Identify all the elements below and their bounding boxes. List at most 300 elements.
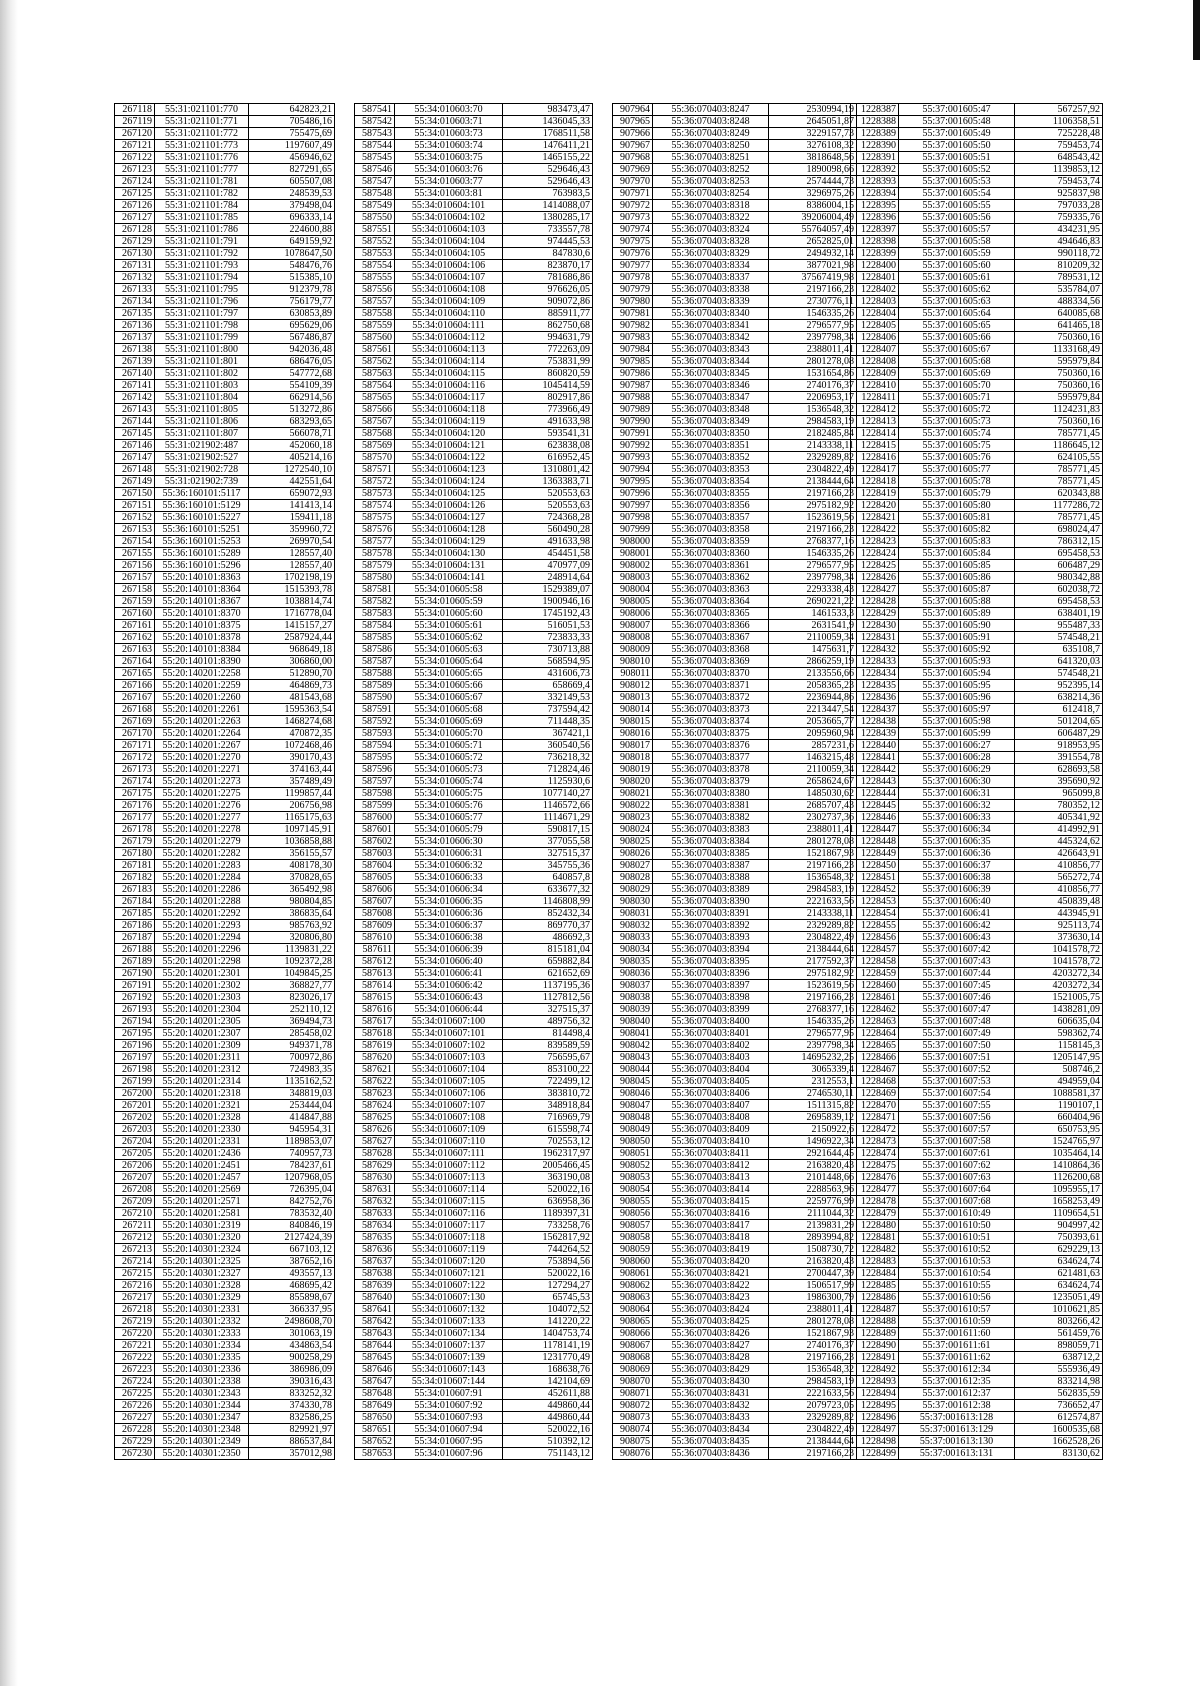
cadastral-value: 445324,62 [1015, 836, 1103, 848]
row-number: 1228461 [851, 992, 899, 1004]
row-number: 1228466 [851, 1052, 899, 1064]
cadastral-number: 55:36:070403:8368 [653, 644, 769, 656]
cadastral-value: 561459,76 [1015, 1328, 1103, 1340]
table-row [355, 176, 593, 188]
cadastral-value: 452611,88 [503, 1388, 593, 1400]
cadastral-number: 55:36:070403:8413 [653, 1172, 769, 1184]
cadastral-number: 55:20:140101:8364 [155, 584, 249, 596]
row-number: 908008 [613, 632, 653, 644]
cadastral-number: 55:34:010607:116 [395, 1208, 503, 1220]
cadastral-value: 426643,91 [1015, 848, 1103, 860]
cadastral-value: 2658624,67 [769, 776, 857, 788]
cadastral-number: 55:34:010605:70 [395, 728, 503, 740]
cadastral-number: 55:34:010606:36 [395, 908, 503, 920]
row-number: 587570 [355, 452, 395, 464]
cadastral-value: 621652,69 [503, 968, 593, 980]
cadastral-number: 55:36:070403:8425 [653, 1316, 769, 1328]
table-row [613, 104, 857, 116]
cadastral-value: 786312,15 [1015, 536, 1103, 548]
row-number: 1228486 [851, 1292, 899, 1304]
table-row [613, 1340, 857, 1352]
table-row [115, 824, 335, 836]
row-number: 587575 [355, 512, 395, 524]
cadastral-number: 55:37:001606:37 [899, 860, 1015, 872]
row-number: 267201 [115, 1100, 155, 1112]
row-number: 1228495 [851, 1400, 899, 1412]
row-number: 587648 [355, 1388, 395, 1400]
table-row [613, 968, 857, 980]
cadastral-value: 410856,77 [1015, 860, 1103, 872]
cadastral-number: 55:20:140101:8363 [155, 572, 249, 584]
cadastral-value: 1135162,52 [249, 1076, 335, 1088]
row-number: 267158 [115, 584, 155, 596]
cadastral-number: 55:34:010606:32 [395, 860, 503, 872]
row-number: 908024 [613, 824, 653, 836]
row-number: 587642 [355, 1316, 395, 1328]
table-row [851, 404, 1103, 416]
cadastral-number: 55:34:010607:114 [395, 1184, 503, 1196]
cadastral-value: 494959,04 [1015, 1076, 1103, 1088]
cadastral-value: 636958,36 [503, 1196, 593, 1208]
row-number: 907983 [613, 332, 653, 344]
cadastral-value: 2530994,19 [769, 104, 857, 116]
row-number: 587582 [355, 596, 395, 608]
row-number: 1228395 [851, 200, 899, 212]
cadastral-value: 1139853,12 [1015, 164, 1103, 176]
cadastral-value: 2796577,95 [769, 320, 857, 332]
row-number: 587632 [355, 1196, 395, 1208]
row-number: 267181 [115, 860, 155, 872]
cadastral-number: 55:34:010604:111 [395, 320, 503, 332]
row-number: 267186 [115, 920, 155, 932]
cadastral-number: 55:20:140201:2581 [155, 1208, 249, 1220]
cadastral-number: 55:37:001605:99 [899, 728, 1015, 740]
cadastral-value: 659882,84 [503, 956, 593, 968]
table-row [613, 260, 857, 272]
table-row [355, 488, 593, 500]
cadastral-number: 55:34:010604:129 [395, 536, 503, 548]
cadastral-value: 2143338,11 [769, 440, 857, 452]
cadastral-number: 55:36:070403:8248 [653, 116, 769, 128]
cadastral-value: 2397798,34 [769, 332, 857, 344]
cadastral-number: 55:20:140301:2344 [155, 1400, 249, 1412]
table-row [613, 332, 857, 344]
row-number: 587615 [355, 992, 395, 1004]
table-row [355, 1412, 593, 1424]
row-number: 1228456 [851, 932, 899, 944]
row-number: 908061 [613, 1268, 653, 1280]
table-row [613, 716, 857, 728]
row-number: 907987 [613, 380, 653, 392]
cadastral-number: 55:36:070403:8369 [653, 656, 769, 668]
table-row [851, 332, 1103, 344]
table-row [355, 1016, 593, 1028]
cadastral-number: 55:34:010607:118 [395, 1232, 503, 1244]
table-row [115, 956, 335, 968]
table-row [613, 740, 857, 752]
cadastral-number: 55:20:140201:2286 [155, 884, 249, 896]
cadastral-value: 855898,67 [249, 1292, 335, 1304]
cadastral-value: 1410864,36 [1015, 1160, 1103, 1172]
cadastral-number: 55:20:140201:2298 [155, 956, 249, 968]
cadastral-number: 55:34:010605:71 [395, 740, 503, 752]
table-row [851, 392, 1103, 404]
cadastral-value: 365492,98 [249, 884, 335, 896]
table-row [115, 1100, 335, 1112]
cadastral-number: 55:34:010604:126 [395, 500, 503, 512]
cadastral-value: 702553,12 [503, 1136, 593, 1148]
table-row [613, 392, 857, 404]
cadastral-value: 1702198,19 [249, 572, 335, 584]
cadastral-number: 55:20:140201:2301 [155, 968, 249, 980]
row-number: 267124 [115, 176, 155, 188]
cadastral-value: 2921644,45 [769, 1148, 857, 1160]
table-row [613, 764, 857, 776]
row-number: 1228430 [851, 620, 899, 632]
cadastral-number: 55:36:070403:8381 [653, 800, 769, 812]
row-number: 1228409 [851, 368, 899, 380]
cadastral-number: 55:37:001605:51 [899, 152, 1015, 164]
row-number: 587562 [355, 356, 395, 368]
cadastral-number: 55:37:001605:71 [899, 392, 1015, 404]
cadastral-number: 55:31:021101:785 [155, 212, 249, 224]
table-row [613, 1316, 857, 1328]
table-row [613, 1292, 857, 1304]
cadastral-number: 55:37:001607:52 [899, 1064, 1015, 1076]
table-row [115, 872, 335, 884]
cadastral-number: 55:36:070403:8250 [653, 140, 769, 152]
row-number: 267187 [115, 932, 155, 944]
table-row [613, 1088, 857, 1100]
cadastral-number: 55:37:001607:57 [899, 1124, 1015, 1136]
cadastral-number: 55:34:010607:115 [395, 1196, 503, 1208]
cadastral-number: 55:37:001605:65 [899, 320, 1015, 332]
table-row [613, 1076, 857, 1088]
table-row [613, 1268, 857, 1280]
row-number: 1228476 [851, 1172, 899, 1184]
cadastral-value: 595979,84 [1015, 392, 1103, 404]
row-number: 1228485 [851, 1280, 899, 1292]
row-number: 587649 [355, 1400, 395, 1412]
row-number: 1228432 [851, 644, 899, 656]
table-row [851, 656, 1103, 668]
cadastral-value: 359960,72 [249, 524, 335, 536]
row-number: 587542 [355, 116, 395, 128]
table-row [851, 512, 1103, 524]
cadastral-number: 55:37:001605:52 [899, 164, 1015, 176]
table-row [613, 1196, 857, 1208]
row-number: 1228416 [851, 452, 899, 464]
cadastral-number: 55:37:001605:61 [899, 272, 1015, 284]
table-row [355, 548, 593, 560]
cadastral-value: 1600535,68 [1015, 1424, 1103, 1436]
cadastral-value: 781686,86 [503, 272, 593, 284]
row-number: 908067 [613, 1340, 653, 1352]
row-number: 267128 [115, 224, 155, 236]
table-row [115, 560, 335, 572]
row-number: 587600 [355, 812, 395, 824]
table-row [115, 440, 335, 452]
cadastral-number: 55:34:010606:42 [395, 980, 503, 992]
cadastral-number: 55:37:001607:51 [899, 1052, 1015, 1064]
row-number: 908050 [613, 1136, 653, 1148]
table-row [355, 260, 593, 272]
row-number: 907999 [613, 524, 653, 536]
row-number: 908019 [613, 764, 653, 776]
table-row [851, 296, 1103, 308]
table-row [355, 368, 593, 380]
cadastral-value: 753894,56 [503, 1256, 593, 1268]
table-row [355, 1364, 593, 1376]
cadastral-number: 55:34:010605:60 [395, 608, 503, 620]
table-row [115, 512, 335, 524]
row-number: 267198 [115, 1064, 155, 1076]
table-row [851, 464, 1103, 476]
cadastral-number: 55:34:010604:122 [395, 452, 503, 464]
cadastral-number: 55:31:021902:527 [155, 452, 249, 464]
table-row [613, 704, 857, 716]
cadastral-value: 994631,79 [503, 332, 593, 344]
row-number: 1228399 [851, 248, 899, 260]
cadastral-number: 55:34:010605:61 [395, 620, 503, 632]
row-number: 908040 [613, 1016, 653, 1028]
row-number: 1228481 [851, 1232, 899, 1244]
cadastral-number: 55:37:001606:36 [899, 848, 1015, 860]
cadastral-value: 2197166,23 [769, 524, 857, 536]
cadastral-value: 501204,65 [1015, 716, 1103, 728]
cadastral-number: 55:36:070403:8435 [653, 1436, 769, 1448]
row-number: 587618 [355, 1028, 395, 1040]
row-number: 1228477 [851, 1184, 899, 1196]
row-number: 267218 [115, 1304, 155, 1316]
table-row [613, 344, 857, 356]
cadastral-value: 2163820,43 [769, 1160, 857, 1172]
cadastral-number: 55:31:021101:791 [155, 236, 249, 248]
cadastral-value: 1092372,28 [249, 956, 335, 968]
row-number: 908045 [613, 1076, 653, 1088]
table-row [355, 1232, 593, 1244]
cadastral-value: 4203272,34 [1015, 968, 1103, 980]
cadastral-number: 55:36:070403:8421 [653, 1268, 769, 1280]
row-number: 1228460 [851, 980, 899, 992]
row-number: 267183 [115, 884, 155, 896]
row-number: 1228396 [851, 212, 899, 224]
table-row [613, 1172, 857, 1184]
cadastral-value: 623838,08 [503, 440, 593, 452]
registry-table-1 [114, 103, 335, 1460]
table-row [851, 1208, 1103, 1220]
row-number: 1228453 [851, 896, 899, 908]
table-row [355, 1064, 593, 1076]
row-number: 1228400 [851, 260, 899, 272]
table-row [355, 1148, 593, 1160]
cadastral-number: 55:37:001612:38 [899, 1400, 1015, 1412]
cadastral-value: 634624,74 [1015, 1280, 1103, 1292]
cadastral-value: 789531,12 [1015, 272, 1103, 284]
table-row [851, 164, 1103, 176]
cadastral-value: 2645051,87 [769, 116, 857, 128]
cadastral-number: 55:37:001607:61 [899, 1148, 1015, 1160]
row-number: 587608 [355, 908, 395, 920]
cadastral-value: 390316,43 [249, 1376, 335, 1388]
cadastral-value: 1125930,6 [503, 776, 593, 788]
cadastral-value: 516051,53 [503, 620, 593, 632]
cadastral-value: 810209,32 [1015, 260, 1103, 272]
table-row [355, 428, 593, 440]
cadastral-number: 55:34:010607:112 [395, 1160, 503, 1172]
table-row [115, 1064, 335, 1076]
table-row [115, 632, 335, 644]
table-row [115, 428, 335, 440]
cadastral-value: 2127424,39 [249, 1232, 335, 1244]
table-row [355, 200, 593, 212]
row-number: 267125 [115, 188, 155, 200]
row-number: 587598 [355, 788, 395, 800]
cadastral-value: 750360,16 [1015, 416, 1103, 428]
cadastral-number: 55:36:070403:8322 [653, 212, 769, 224]
cadastral-number: 55:20:140301:2325 [155, 1256, 249, 1268]
row-number: 587583 [355, 608, 395, 620]
cadastral-number: 55:20:140201:2275 [155, 788, 249, 800]
cadastral-number: 55:37:001607:53 [899, 1076, 1015, 1088]
cadastral-value: 2058365,23 [769, 680, 857, 692]
table-row [851, 1100, 1103, 1112]
cadastral-number: 55:37:001610:59 [899, 1316, 1015, 1328]
cadastral-number: 55:37:001610:56 [899, 1292, 1015, 1304]
row-number: 908031 [613, 908, 653, 920]
cadastral-value: 635108,7 [1015, 644, 1103, 656]
table-row [613, 1376, 857, 1388]
cadastral-value: 367421,1 [503, 728, 593, 740]
cadastral-value: 1595363,54 [249, 704, 335, 716]
cadastral-value: 695629,06 [249, 320, 335, 332]
row-number: 587624 [355, 1100, 395, 1112]
row-number: 587650 [355, 1412, 395, 1424]
cadastral-number: 55:20:140201:2311 [155, 1052, 249, 1064]
table-row [355, 836, 593, 848]
row-number: 908006 [613, 608, 653, 620]
cadastral-number: 55:36:070403:8395 [653, 956, 769, 968]
table-row [355, 1160, 593, 1172]
cadastral-number: 55:37:001606:41 [899, 908, 1015, 920]
row-number: 267184 [115, 896, 155, 908]
cadastral-number: 55:34:010605:72 [395, 752, 503, 764]
table-row [851, 728, 1103, 740]
cadastral-value: 1508730,72 [769, 1244, 857, 1256]
cadastral-number: 55:36:070403:8434 [653, 1424, 769, 1436]
row-number: 1228428 [851, 596, 899, 608]
cadastral-number: 55:37:001605:69 [899, 368, 1015, 380]
cadastral-number: 55:31:021902:487 [155, 440, 249, 452]
cadastral-value: 2498608,70 [249, 1316, 335, 1328]
table-row [355, 116, 593, 128]
row-number: 587647 [355, 1376, 395, 1388]
cadastral-value: 1106358,51 [1015, 116, 1103, 128]
cadastral-number: 55:36:070403:8340 [653, 308, 769, 320]
cadastral-value: 450839,48 [1015, 896, 1103, 908]
row-number: 587553 [355, 248, 395, 260]
row-number: 587554 [355, 260, 395, 272]
row-number: 1228397 [851, 224, 899, 236]
table-row [851, 800, 1103, 812]
table-row [851, 1196, 1103, 1208]
cadastral-value: 332149,53 [503, 692, 593, 704]
table-row [115, 1148, 335, 1160]
row-number: 907965 [613, 116, 653, 128]
row-number: 587611 [355, 944, 395, 956]
cadastral-value: 662914,56 [249, 392, 335, 404]
table-row [355, 272, 593, 284]
cadastral-number: 55:31:021101:807 [155, 428, 249, 440]
row-number: 1228410 [851, 380, 899, 392]
table-row [613, 584, 857, 596]
cadastral-number: 55:20:140201:2302 [155, 980, 249, 992]
cadastral-number: 55:34:010607:100 [395, 1016, 503, 1028]
cadastral-value: 345755,36 [503, 860, 593, 872]
row-number: 267215 [115, 1268, 155, 1280]
cadastral-value: 554109,39 [249, 380, 335, 392]
cadastral-value: 363190,08 [503, 1172, 593, 1184]
row-number: 907989 [613, 404, 653, 416]
table-row [613, 452, 857, 464]
cadastral-value: 2221633,56 [769, 896, 857, 908]
table-row [851, 608, 1103, 620]
cadastral-number: 55:36:070403:8339 [653, 296, 769, 308]
row-number: 1228498 [851, 1436, 899, 1448]
row-number: 587651 [355, 1424, 395, 1436]
cadastral-number: 55:37:001611:61 [899, 1340, 1015, 1352]
cadastral-number: 55:34:010607:120 [395, 1256, 503, 1268]
cadastral-value: 2110059,34 [769, 632, 857, 644]
table-row [851, 212, 1103, 224]
table-row [851, 1244, 1103, 1256]
cadastral-number: 55:37:001606:32 [899, 800, 1015, 812]
table-row [115, 620, 335, 632]
row-number: 267219 [115, 1316, 155, 1328]
cadastral-value: 733557,78 [503, 224, 593, 236]
cadastral-value: 567486,87 [249, 332, 335, 344]
cadastral-number: 55:37:001605:98 [899, 716, 1015, 728]
cadastral-value: 650753,95 [1015, 1124, 1103, 1136]
cadastral-value: 658669,4 [503, 680, 593, 692]
cadastral-value: 785771,45 [1015, 476, 1103, 488]
row-number: 587556 [355, 284, 395, 296]
cadastral-value: 1662528,26 [1015, 1436, 1103, 1448]
cadastral-number: 55:31:021101:770 [155, 104, 249, 116]
cadastral-number: 55:34:010605:77 [395, 812, 503, 824]
table-row [115, 716, 335, 728]
row-number: 907995 [613, 476, 653, 488]
cadastral-value: 2685707,43 [769, 800, 857, 812]
row-number: 907986 [613, 368, 653, 380]
cadastral-value: 1235051,49 [1015, 1292, 1103, 1304]
table-row [355, 716, 593, 728]
table-row [355, 188, 593, 200]
row-number: 1228455 [851, 920, 899, 932]
table-row [355, 416, 593, 428]
row-number: 267129 [115, 236, 155, 248]
cadastral-value: 2163820,43 [769, 1256, 857, 1268]
row-number: 587596 [355, 764, 395, 776]
table-row [355, 956, 593, 968]
cadastral-value: 829921,97 [249, 1424, 335, 1436]
table-row [851, 116, 1103, 128]
table-row [851, 320, 1103, 332]
cadastral-value: 520553,63 [503, 500, 593, 512]
cadastral-number: 55:34:010604:128 [395, 524, 503, 536]
row-number: 908000 [613, 536, 653, 548]
cadastral-number: 55:37:001613:128 [899, 1412, 1015, 1424]
